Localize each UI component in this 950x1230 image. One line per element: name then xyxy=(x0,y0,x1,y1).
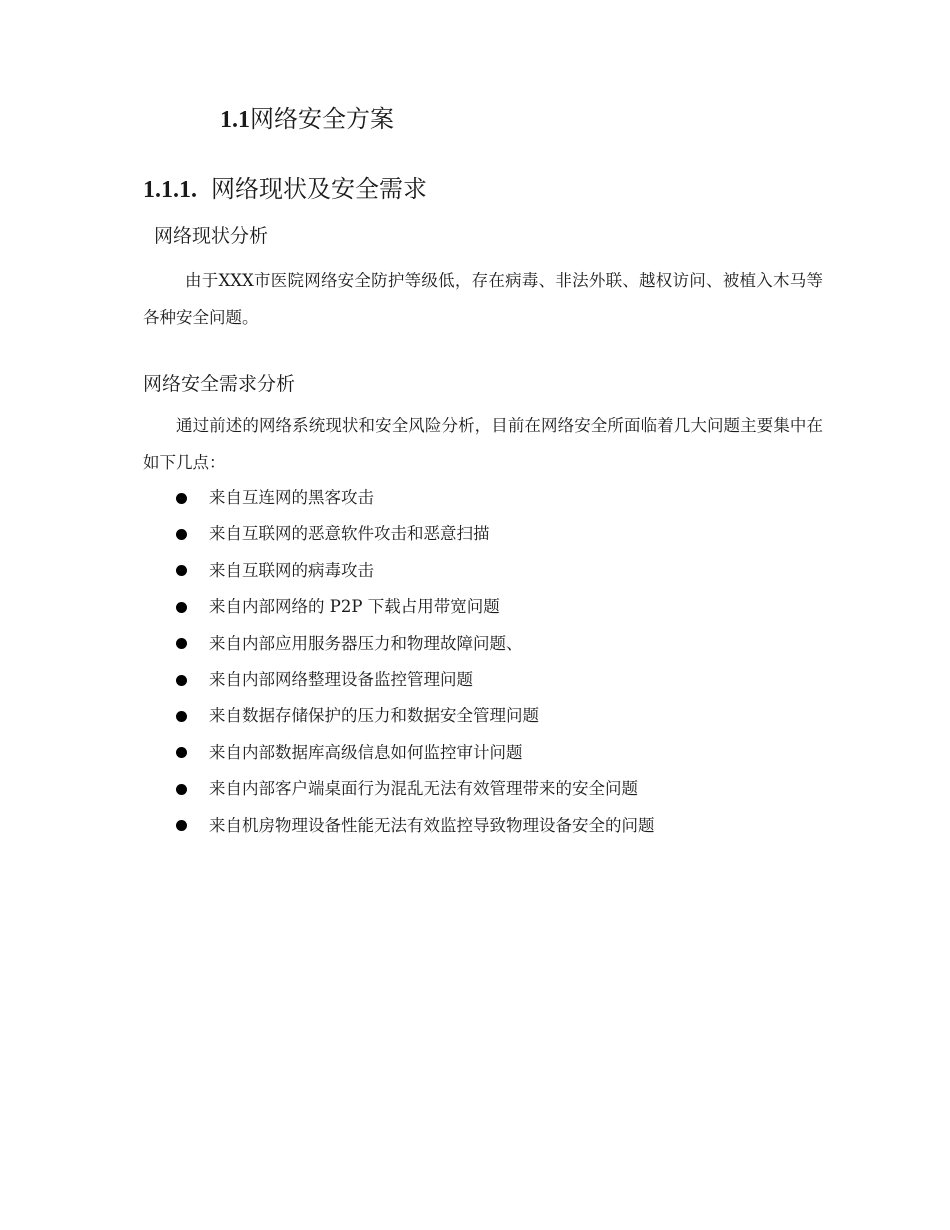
list-item xyxy=(176,626,655,662)
heading-1-number: 1.1 xyxy=(220,107,250,133)
section-status-paragraph: 由于XXX市医院网络安全防护等级低，存在病毒、非法外联、越权访问、被植入木马等各种安全问题。 xyxy=(143,271,823,327)
bullet-icon xyxy=(176,638,187,649)
bullet-icon xyxy=(176,493,187,504)
list-item xyxy=(176,771,655,807)
list-item xyxy=(176,589,655,625)
list-item-text: 来自互联网的病毒攻击 xyxy=(209,560,374,580)
bullet-icon xyxy=(176,784,187,795)
list-item-text: 来自内部应用服务器压力和物理故障问题、 xyxy=(209,633,523,653)
list-item-text: 来自互连网的黑客攻击 xyxy=(209,488,374,507)
list-item xyxy=(176,516,655,552)
list-item xyxy=(176,662,655,698)
list-item-text: 来自内部网络整理设备监控管理问题 xyxy=(209,669,473,689)
list-item xyxy=(176,735,655,771)
bullet-icon xyxy=(176,820,187,831)
section-needs-title: 网络安全需求分析 xyxy=(143,373,296,395)
list-item-text: 来自数据存储保护的压力和数据安全管理问题 xyxy=(209,706,539,726)
heading-1-title: 网络安全方案 xyxy=(250,105,394,133)
list-item-text: 来自内部数据库高级信息如何监控审计问题 xyxy=(209,742,523,762)
heading-1 xyxy=(220,102,394,137)
issue-list xyxy=(176,480,655,844)
list-item xyxy=(176,698,655,734)
section-needs-paragraph: 通过前述的网络系统现状和安全风险分析，目前在网络安全所面临着几大问题主要集中在如下几点： xyxy=(143,416,823,472)
heading-2-title: 网络现状及安全需求 xyxy=(211,175,427,203)
list-item-text: 来自内部客户端桌面行为混乱无法有效管理带来的安全问题 xyxy=(209,779,638,799)
heading-2-number: 1.1.1. xyxy=(143,177,197,203)
bullet-icon xyxy=(176,675,187,686)
bullet-icon xyxy=(176,529,187,540)
heading-2 xyxy=(143,172,427,207)
bullet-icon xyxy=(176,711,187,722)
list-item xyxy=(176,808,655,844)
list-item xyxy=(176,480,655,516)
list-item xyxy=(176,553,655,589)
section-status-title: 网络现状分析 xyxy=(154,225,269,247)
bullet-icon xyxy=(176,565,187,576)
bullet-icon xyxy=(176,747,187,758)
list-item-text: 来自互联网的恶意软件攻击和恶意扫描 xyxy=(209,524,490,544)
list-item-text: 来自机房物理设备性能无法有效监控导致物理设备安全的问题 xyxy=(209,815,655,835)
list-item-text: 来自内部网络的 P2P 下载占用带宽问题 xyxy=(209,597,500,617)
bullet-icon xyxy=(176,602,187,613)
